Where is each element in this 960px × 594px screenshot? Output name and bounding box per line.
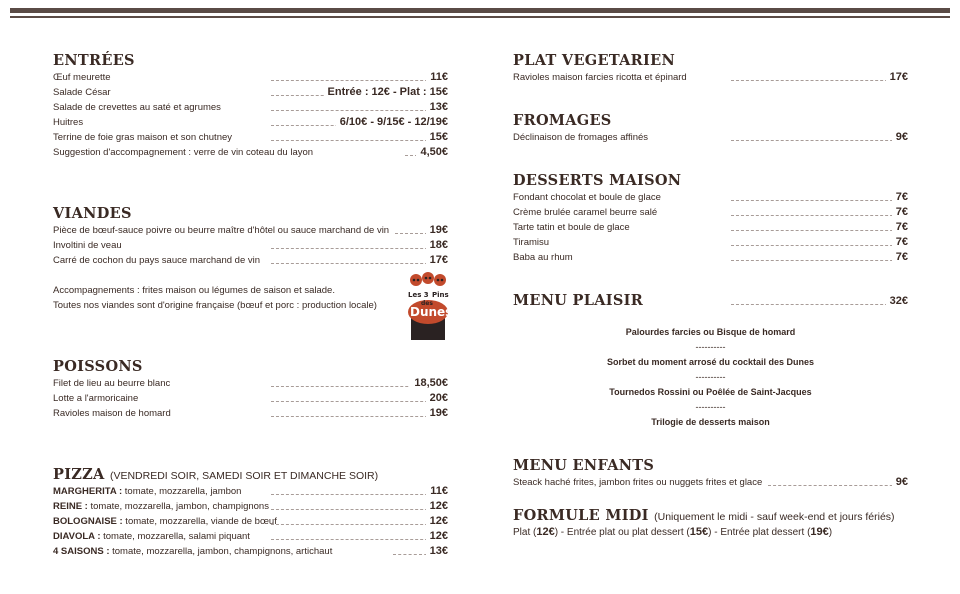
section-plat-vegetarien: [513, 52, 908, 85]
menu-item: [53, 544, 448, 559]
menu-plaisir-price: 32€: [886, 292, 908, 310]
menu-item: [53, 100, 448, 115]
section-fromages: [513, 112, 908, 145]
menu-item: [53, 223, 448, 238]
section-title-desserts: DESSERTS MAISON: [513, 172, 682, 189]
menu-item: [53, 130, 448, 145]
formule-price: 15€: [689, 526, 709, 538]
item-price: 4,50€: [416, 145, 448, 160]
item-name: Déclinaison de fromages affinés: [513, 132, 649, 143]
item-price: Entrée : 12€ - Plat : 15€: [324, 85, 448, 100]
section-title-viandes: VIANDES: [53, 205, 132, 222]
item-price: 6/10€ - 9/15€ - 12/19€: [336, 115, 448, 130]
course-separator: ----------: [695, 372, 726, 382]
item-price: 7€: [892, 250, 908, 265]
menu-item: [513, 250, 908, 265]
pizza-label: DIAVOLA :: [53, 531, 101, 542]
section-entrees: [53, 52, 448, 160]
top-border-thick: [10, 8, 950, 13]
pizza-subtitle: (VENDREDI SOIR, SAMEDI SOIR ET DIMANCHE SOIR): [109, 470, 379, 482]
menu-course: Trilogie de desserts maison: [651, 417, 770, 427]
item-price: 19€: [426, 406, 448, 421]
menu-item: [513, 220, 908, 235]
section-title-fromages: FROMAGES: [513, 112, 612, 129]
item-price: 12€: [426, 529, 448, 544]
leader-dots: [271, 263, 448, 264]
section-formule-midi: [513, 507, 908, 540]
menu-item: [513, 130, 908, 145]
item-price: 13€: [426, 544, 448, 559]
svg-text:Les 3: Les 3: [408, 291, 429, 299]
item-name: Tiramisu: [513, 237, 550, 248]
section-menu-plaisir: [513, 292, 908, 430]
section-menu-enfants: [513, 457, 908, 490]
item-name: Terrine de foie gras maison et son chutney: [53, 132, 233, 143]
menu-course: Tournedos Rossini ou Poêlée de Saint-Jacques: [609, 387, 812, 397]
item-price: 18€: [426, 238, 448, 253]
poissons-list: [53, 376, 448, 421]
leader-dots: [731, 200, 908, 201]
menu-item: [513, 205, 908, 220]
leader-dots: [271, 248, 448, 249]
pizza-label: 4 SAISONS :: [53, 546, 110, 557]
menu-item: [53, 238, 448, 253]
leader-dots: [731, 245, 908, 246]
viandes-list: [53, 223, 448, 268]
item-name: Carré de cochon du pays sauce marchand de vin: [53, 255, 261, 266]
pizza-label: MARGHERITA :: [53, 486, 123, 497]
item-name: Lotte a l'armoricaine: [53, 393, 139, 404]
menu-item: [53, 391, 448, 406]
item-price: 11€: [426, 484, 448, 499]
section-title-menu-plaisir: MENU PLAISIR: [513, 292, 644, 309]
leader-dots: [271, 140, 448, 141]
menu-item: [53, 85, 448, 100]
menu-item: [53, 70, 448, 85]
menu-course: Sorbet du moment arrosé du cocktail des Dunes: [606, 357, 815, 367]
formule-price: 19€: [810, 526, 829, 538]
formule-midi-prices: [513, 525, 908, 540]
section-title-plat-vegetarien: PLAT VEGETARIEN: [513, 52, 676, 69]
menu-item: [53, 406, 448, 421]
accompaniment-note: Accompagnements : frites maison ou légumes de saison et salade.: [53, 285, 335, 296]
pizza-desc: tomate, mozzarella, viande de bœuf: [122, 516, 277, 527]
leader-dots: [731, 80, 908, 81]
menu-item: [53, 253, 448, 268]
menu-course: Palourdes farcies ou Bisque de homard: [625, 327, 796, 337]
formule-text: Plat (: [513, 527, 537, 538]
svg-text:Pins: Pins: [432, 291, 449, 299]
formule-price: 12€: [536, 526, 555, 538]
item-name: Ravioles maison de homard: [53, 408, 171, 419]
course-separator: ----------: [695, 342, 726, 352]
leader-dots: [731, 260, 908, 261]
menu-item: [53, 514, 448, 529]
leader-dots: [731, 304, 908, 305]
menu-item: [53, 376, 448, 391]
logo-icon: [405, 272, 451, 340]
svg-text:des: des: [421, 300, 433, 307]
item-price: 9€: [892, 130, 908, 145]
course-separator: ----------: [695, 402, 726, 412]
leader-dots: [271, 524, 448, 525]
menu-item: [53, 484, 448, 499]
pizza-desc: tomate, mozzarella, jambon, champignons: [87, 501, 269, 512]
leader-dots: [731, 140, 908, 141]
item-name: Tarte tatin et boule de glace: [513, 222, 630, 233]
item-name: Fondant chocolat et boule de glace: [513, 192, 661, 203]
pizza-list: [53, 484, 448, 559]
menu-item: [53, 529, 448, 544]
item-name: Crème brulée caramel beurre salé: [513, 207, 658, 218]
item-name: Steack haché frites, jambon frites ou nuggets frites et glace: [513, 477, 763, 488]
item-price: 18,50€: [410, 376, 448, 391]
formule-midi-subtitle: (Uniquement le midi - sauf week-end et jours fériés): [654, 511, 895, 523]
menu-item: [513, 235, 908, 250]
item-name: [53, 514, 277, 529]
leader-dots: [731, 230, 908, 231]
item-price: 19€: [426, 223, 448, 238]
restaurant-logo: [405, 272, 451, 340]
section-title-entrees: ENTRÉES: [53, 52, 135, 69]
section-pizza: [53, 466, 448, 559]
leader-dots: [271, 416, 448, 417]
menu-item: [53, 499, 448, 514]
item-name: [53, 544, 332, 559]
item-price: 7€: [892, 235, 908, 250]
leader-dots: [271, 401, 448, 402]
item-price: 17€: [886, 70, 908, 85]
leader-dots: [271, 539, 448, 540]
pizza-desc: tomate, mozzarella, salami piquant: [100, 531, 250, 542]
item-name: Baba au rhum: [513, 252, 573, 263]
leader-dots: [731, 215, 908, 216]
item-price: 17€: [426, 253, 448, 268]
left-column: [53, 52, 448, 559]
item-name: [53, 499, 269, 514]
item-price: 20€: [426, 391, 448, 406]
leader-dots: [271, 80, 448, 81]
leader-dots: [271, 494, 448, 495]
item-price: 12€: [426, 499, 448, 514]
item-price: 12€: [426, 514, 448, 529]
item-name: Pièce de bœuf-sauce poivre ou beurre maître d'hôtel ou sauce marchand de vin: [53, 225, 390, 236]
origin-note: Toutes nos viandes sont d'origine française (bœuf et porc : production locale): [53, 300, 377, 311]
pizza-desc: tomate, mozzarella, jambon, champignons, artichaut: [109, 546, 333, 557]
menu-plaisir-header: [513, 292, 908, 310]
leader-dots: [271, 110, 448, 111]
formule-midi-title: FORMULE MIDI: [513, 507, 649, 524]
section-title-poissons: POISSONS: [53, 358, 143, 375]
item-price: 13€: [426, 100, 448, 115]
right-column: [513, 52, 908, 540]
item-name: Ravioles maison farcies ricotta et épinard: [513, 72, 687, 83]
item-name: Huitres: [53, 117, 84, 128]
item-name: Œuf meurette: [53, 72, 111, 83]
formule-text: ) - Entrée plat dessert (: [708, 527, 811, 538]
pizza-label: REINE :: [53, 501, 88, 512]
item-name: Salade César: [53, 87, 111, 98]
section-title-menu-enfants: MENU ENFANTS: [513, 457, 655, 474]
item-name: Involtini de veau: [53, 240, 122, 251]
top-border-thin: [10, 16, 950, 18]
menu-item: [513, 475, 908, 490]
leader-dots: [271, 509, 448, 510]
menu-item: [513, 190, 908, 205]
item-name: Suggestion d'accompagnement : verre de vin coteau du layon: [53, 147, 314, 158]
pizza-desc: tomate, mozzarella, jambon: [122, 486, 242, 497]
pizza-title: PIZZA: [53, 466, 105, 483]
item-price: 11€: [426, 70, 448, 85]
formule-text: ): [828, 527, 833, 538]
item-price: 7€: [892, 220, 908, 235]
menu-item: [513, 70, 908, 85]
section-poissons: [53, 358, 448, 421]
item-price: 9€: [892, 475, 908, 490]
item-name: Filet de lieu au beurre blanc: [53, 378, 171, 389]
item-name: Salade de crevettes au saté et agrumes: [53, 102, 221, 113]
leader-dots: [768, 485, 908, 486]
menu-item: [53, 145, 448, 160]
menu-item: [53, 115, 448, 130]
item-name: [53, 529, 250, 544]
formule-text: ) - Entrée plat ou plat dessert (: [554, 527, 690, 538]
section-title-formule-midi: [513, 507, 908, 525]
svg-text:Dunes: Dunes: [410, 305, 451, 319]
pizza-label: BOLOGNAISE :: [53, 516, 123, 527]
section-viandes: [53, 205, 448, 313]
item-price: 7€: [892, 205, 908, 220]
entrees-list: [53, 70, 448, 160]
item-price: 15€: [426, 130, 448, 145]
item-price: 7€: [892, 190, 908, 205]
section-desserts: [513, 172, 908, 265]
item-name: [53, 484, 241, 499]
section-title-pizza: [53, 466, 448, 484]
